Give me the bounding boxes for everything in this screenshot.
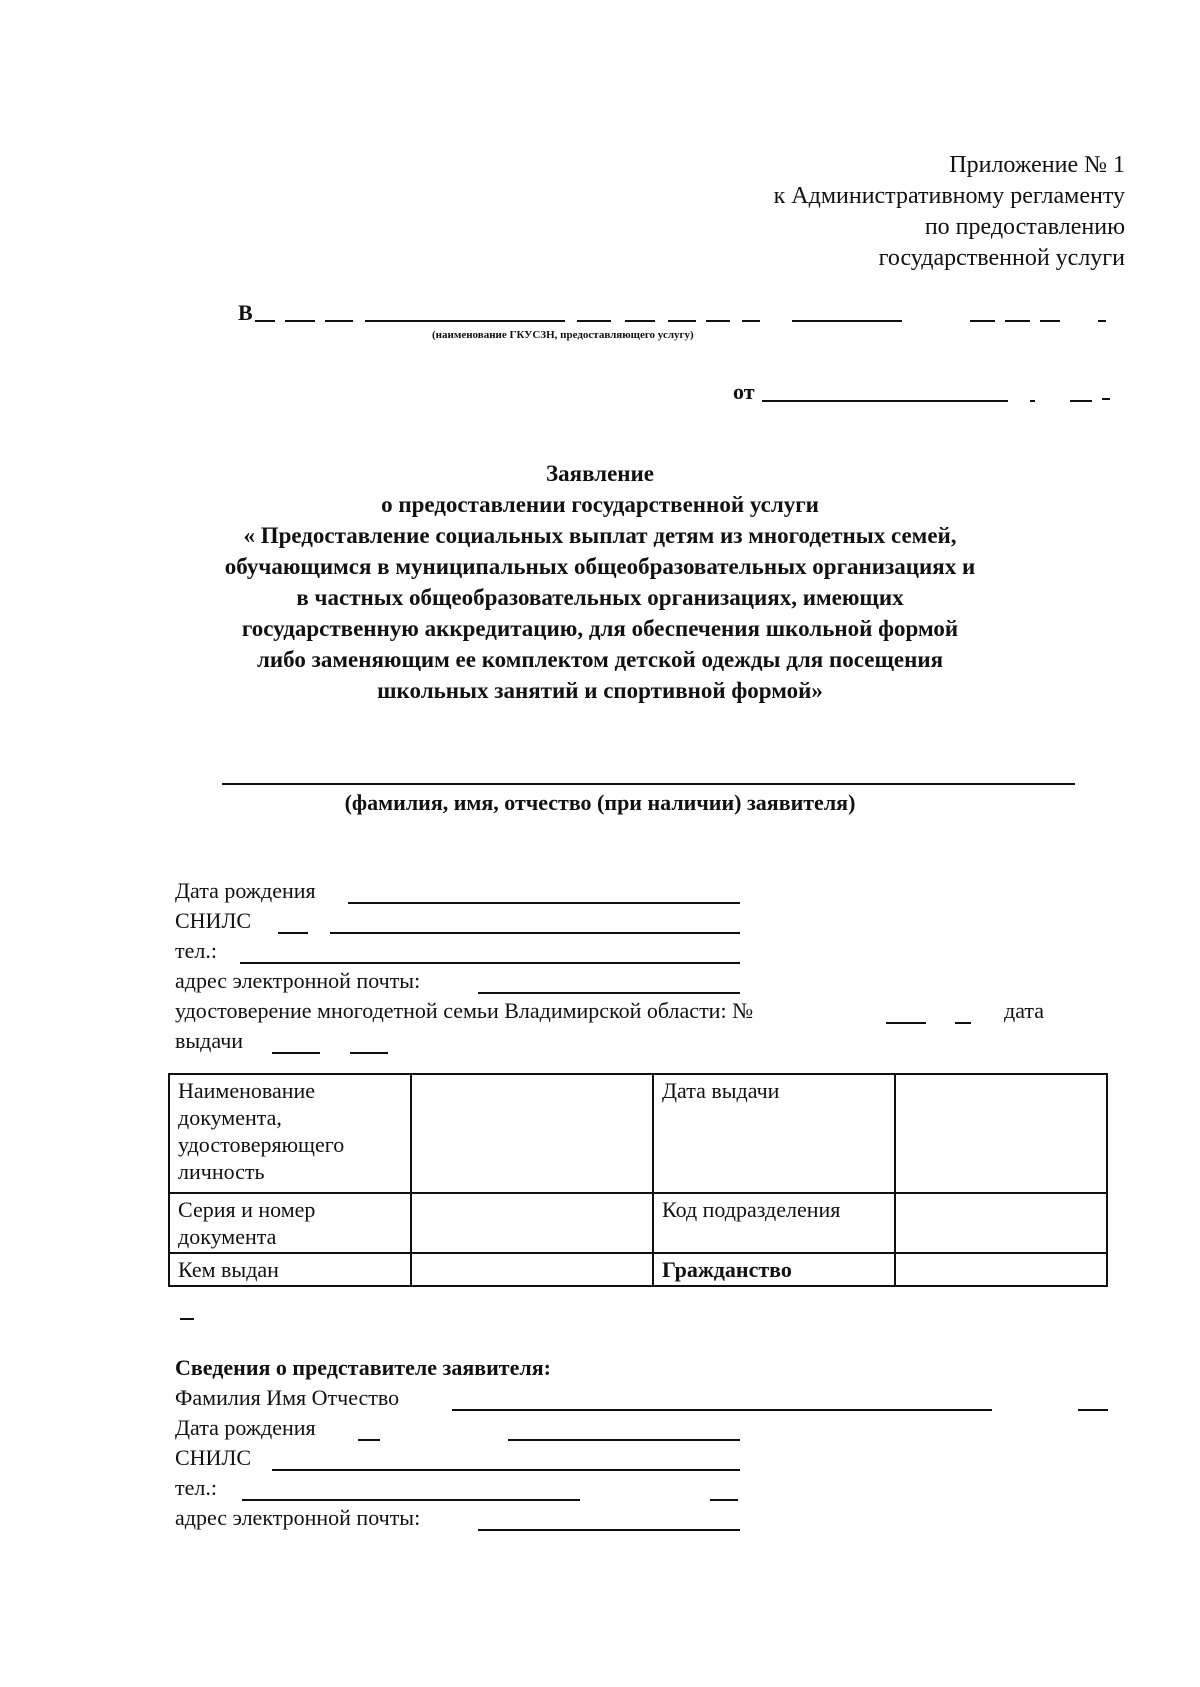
from-prefix: от: [733, 379, 755, 404]
to-dash: [625, 320, 655, 322]
to-dash: [1098, 320, 1106, 322]
to-prefix: В: [238, 300, 253, 325]
rep-full-name-label: Фамилия Имя Отчество: [175, 1385, 400, 1410]
title-line-8: школьных занятий и спортивной формой»: [377, 678, 823, 703]
to-dash: [706, 320, 730, 322]
to-dash: [792, 320, 902, 322]
division-code-value[interactable]: [895, 1193, 1107, 1253]
snils-dash: [278, 932, 308, 934]
rep-email-line[interactable]: [478, 1529, 740, 1531]
from-dash: [1030, 400, 1035, 402]
certificate-label: удостоверение многодетной семьи Владимирской области: №: [175, 998, 754, 1023]
title-line-1: Заявление: [545, 461, 655, 486]
stray-dash: [180, 1318, 194, 1320]
email-line[interactable]: [478, 992, 740, 994]
applicant-name-caption: (фамилия, имя, отчество (при наличии) заявителя): [344, 790, 856, 815]
birth-date-label: Дата рождения: [175, 878, 316, 903]
appendix-line-4: государственной услуги: [878, 245, 1125, 271]
rep-birth-date-line[interactable]: [508, 1439, 740, 1441]
rep-email-label: адрес электронной почты:: [175, 1505, 421, 1530]
snils-line[interactable]: [330, 932, 740, 934]
from-line[interactable]: [762, 400, 1008, 402]
rep-phone-label: тел.:: [175, 1475, 217, 1500]
rep-phone-dash: [710, 1499, 738, 1501]
issue-date-line-2[interactable]: [350, 1052, 388, 1054]
to-dash: [1040, 320, 1060, 322]
issued-by-label: Кем выдан: [169, 1253, 411, 1286]
rep-full-name-dash: [1078, 1409, 1108, 1411]
title-line-4: обучающимся в муниципальных общеобразовательных организациях и: [224, 554, 976, 579]
table-row: [169, 1253, 1107, 1286]
from-dash: [1070, 400, 1092, 402]
identity-document-table: [168, 1073, 1108, 1287]
issued-by-value[interactable]: [411, 1253, 653, 1286]
to-dash: [255, 320, 275, 322]
title-line-6: государственную аккредитацию, для обеспечения школьной формой: [241, 616, 959, 641]
table-row: [169, 1074, 1107, 1193]
to-dash: [577, 320, 611, 322]
to-dash: [668, 320, 696, 322]
rep-birth-date-dash: [358, 1439, 380, 1441]
email-label: адрес электронной почты:: [175, 968, 421, 993]
appendix-line-2: к Административному регламенту: [773, 183, 1125, 209]
issue-label: выдачи: [175, 1028, 244, 1053]
to-dash: [742, 320, 760, 322]
appendix-line-3: по предоставлению: [924, 214, 1125, 240]
certificate-number-line[interactable]: [886, 1022, 926, 1024]
doc-series-label: Серия и номер документа: [169, 1193, 411, 1253]
rep-snils-line[interactable]: [272, 1469, 740, 1471]
title-line-5: в частных общеобразовательных организациях, имеющих: [296, 585, 904, 610]
citizenship-label: Гражданство: [653, 1253, 895, 1286]
to-dash: [325, 320, 353, 322]
citizenship-value[interactable]: [895, 1253, 1107, 1286]
certificate-dash: [955, 1022, 971, 1024]
to-dash: [970, 320, 995, 322]
to-caption: (наименование ГКУСЗН, предоставляющего услугу): [432, 329, 694, 341]
division-code-label: Код подразделения: [653, 1193, 895, 1253]
to-line[interactable]: [365, 320, 565, 322]
rep-full-name-line[interactable]: [452, 1409, 992, 1411]
to-dash: [1005, 320, 1030, 322]
phone-label: тел.:: [175, 938, 217, 963]
applicant-name-line[interactable]: [222, 783, 1075, 785]
title-line-3: « Предоставление социальных выплат детям из многодетных семей,: [243, 523, 957, 548]
doc-name-value[interactable]: [411, 1074, 653, 1193]
certificate-date-label: дата: [1004, 998, 1045, 1023]
appendix-block: [774, 150, 1125, 274]
from-dash: [1102, 398, 1110, 400]
to-dash: [285, 320, 315, 322]
issue-date-line[interactable]: [272, 1052, 320, 1054]
doc-series-value[interactable]: [411, 1193, 653, 1253]
snils-label: СНИЛС: [175, 908, 252, 933]
rep-birth-date-label: Дата рождения: [175, 1415, 316, 1440]
appendix-line-1: Приложение № 1: [949, 152, 1125, 178]
application-title: [0, 458, 1200, 706]
title-line-2: о предоставлении государственной услуги: [381, 492, 819, 517]
doc-name-label: Наименование документа, удостоверяющего личность: [169, 1074, 411, 1193]
issue-date-value[interactable]: [895, 1074, 1107, 1193]
representative-heading: Сведения о представителе заявителя:: [175, 1355, 551, 1380]
rep-snils-label: СНИЛС: [175, 1445, 252, 1470]
title-line-7: либо заменяющим ее комплектом детской одежды для посещения: [256, 647, 944, 672]
birth-date-line[interactable]: [348, 902, 740, 904]
issue-date-label: Дата выдачи: [653, 1074, 895, 1193]
rep-phone-line[interactable]: [242, 1499, 580, 1501]
table-row: [169, 1193, 1107, 1253]
phone-line[interactable]: [240, 962, 740, 964]
